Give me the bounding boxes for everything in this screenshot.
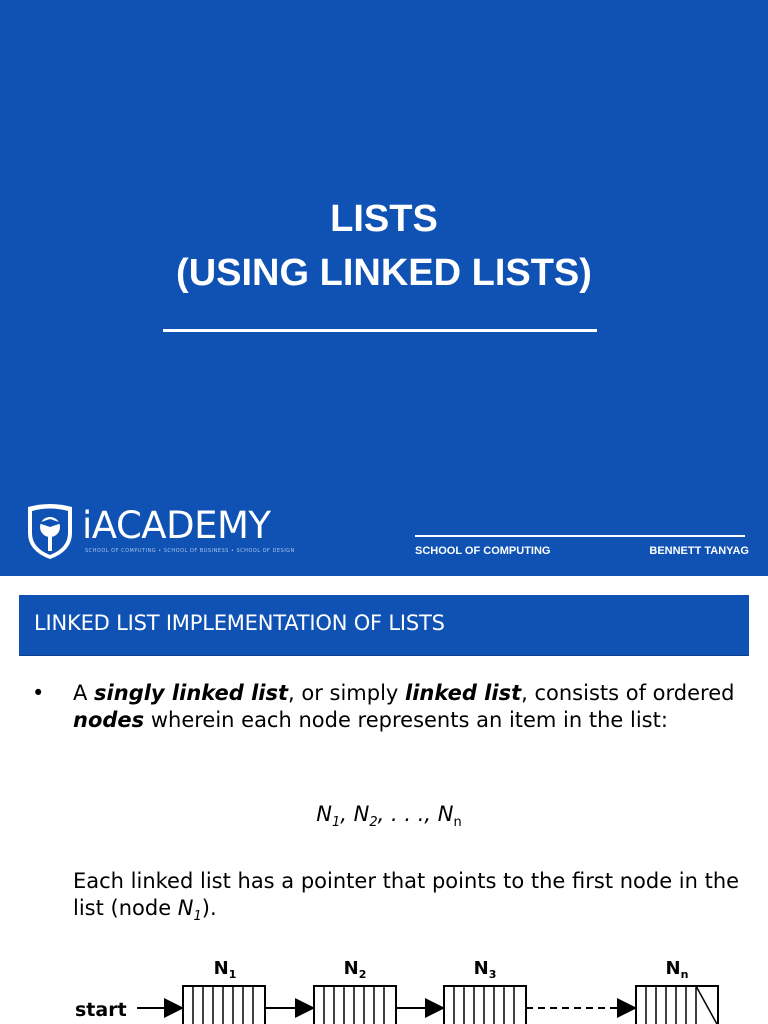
seq-n2: N <box>353 802 370 826</box>
title-line-2: (USING LINKED LISTS) <box>176 252 592 294</box>
seq-sub2: 2 <box>369 815 378 831</box>
p2-end: ). <box>201 896 217 920</box>
seq-sub3: n <box>453 815 462 831</box>
node-label-1: $N_1$ <box>213 958 237 981</box>
term-nodes: nodes <box>73 708 145 732</box>
logo-tagline: SCHOOL OF COMPUTING • SCHOOL OF BUSINESS • SCHOOL OF DESIGN <box>85 548 295 554</box>
node-label-n: $N_n$ <box>665 958 689 981</box>
title-line-1: LISTS <box>330 198 438 240</box>
pointer-paragraph <box>73 868 753 930</box>
heading-banner <box>19 595 749 656</box>
slide-title <box>0 192 768 300</box>
p1-text-c: , or simply <box>288 681 406 705</box>
p2-node: N <box>177 896 194 920</box>
seq-sep1: , <box>340 802 354 826</box>
seq-sep2: , . . ., <box>377 802 438 826</box>
seq-sub1: 1 <box>332 815 341 831</box>
p2-sub: 1 <box>193 909 202 925</box>
seq-n1: N <box>316 802 333 826</box>
node-label-3: $N_3$ <box>473 958 497 981</box>
school-label: SCHOOL OF COMPUTING <box>415 545 551 557</box>
slide-heading: LINKED LIST IMPLEMENTATION OF LISTS <box>34 611 445 635</box>
seq-n3: N <box>437 802 454 826</box>
title-underline <box>163 329 597 332</box>
p1-text-g: wherein each node represents an item in the list: <box>144 708 668 732</box>
node-1-box <box>183 986 265 1024</box>
node-sequence <box>0 802 768 830</box>
shield-logo-icon <box>24 503 76 561</box>
node-2-box <box>314 986 396 1024</box>
definition-paragraph <box>73 680 743 734</box>
node-label-2: $N_2$ <box>343 958 367 981</box>
author-label: BENNETT TANYAG <box>649 545 749 557</box>
node-3-box <box>444 986 526 1024</box>
logo-wordmark: iACADEMY <box>82 504 271 547</box>
term-singly-linked-list: singly linked list <box>94 681 289 705</box>
p2-text: Each linked list has a pointer that points to the first node in the list (node <box>73 869 740 920</box>
footer-divider <box>415 535 745 537</box>
iacademy-logo <box>24 503 324 563</box>
content-slide <box>0 576 768 1024</box>
linked-list-diagram <box>0 946 768 1024</box>
p1-text-e: , consists of ordered <box>521 681 735 705</box>
p1-text-a: A <box>73 681 95 705</box>
term-linked-list: linked list <box>405 681 522 705</box>
start-label: start <box>75 999 127 1021</box>
node-n-box <box>636 986 718 1024</box>
bullet-mark: • <box>32 681 45 705</box>
